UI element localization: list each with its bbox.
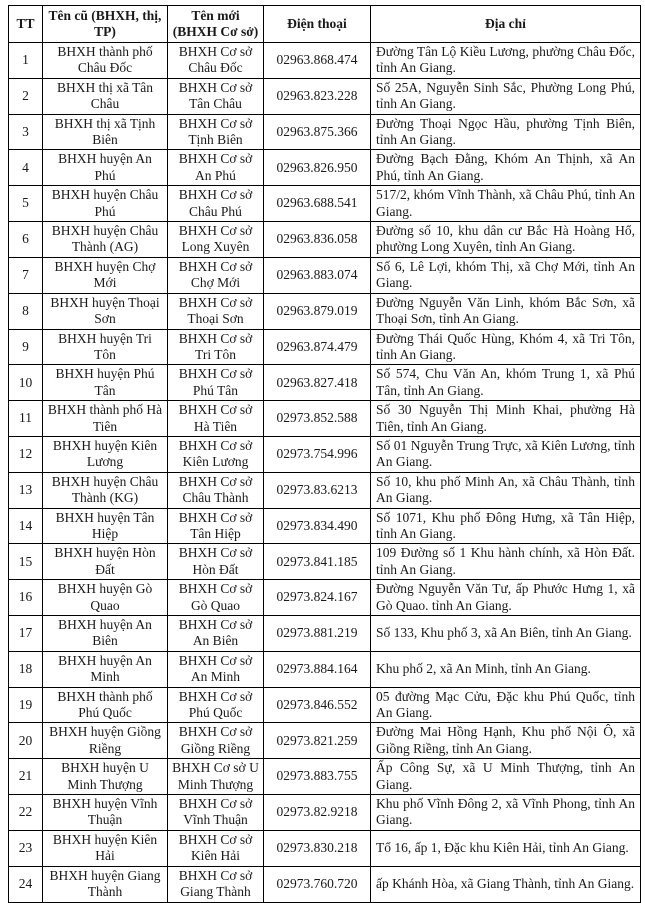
new-name-cell: BHXH Cơ sở Kiên Hải (168, 830, 264, 866)
phone-cell: 02963.688.541 (264, 186, 371, 222)
table-row (9, 687, 641, 723)
table-row (9, 544, 641, 580)
phone-cell: 02973.883.755 (264, 759, 371, 795)
phone-cell: 02973.824.167 (264, 580, 371, 616)
new-name-cell: BHXH Cơ sở Gò Quao (168, 580, 264, 616)
address-cell: Đường số 10, khu dân cư Bắc Hà Hoàng Hổ, phường Long Xuyên, tỉnh An Giang. (371, 222, 641, 258)
address-cell: Số 10, khu phố Minh An, xã Châu Thành, tỉnh An Giang. (371, 472, 641, 508)
table-row (9, 114, 641, 150)
phone-cell: 02963.883.074 (264, 257, 371, 293)
old-name-cell: BHXH thị xã Tân Châu (43, 78, 168, 114)
phone-cell: 02963.874.479 (264, 329, 371, 365)
new-name-cell: BHXH Cơ sở Tân Châu (168, 78, 264, 114)
row-number-cell: 19 (9, 687, 43, 723)
new-name-cell: BHXH Cơ sở An Minh (168, 651, 264, 687)
phone-cell: 02963.823.228 (264, 78, 371, 114)
address-cell: Tổ 16, ấp 1, Đặc khu Kiên Hải, tỉnh An Giang. (371, 830, 641, 866)
table-row (9, 257, 641, 293)
row-number-cell: 24 (9, 866, 43, 902)
new-name-cell: BHXH Cơ sở Tịnh Biên (168, 114, 264, 150)
old-name-cell: BHXH huyện Châu Thành (AG) (43, 222, 168, 258)
table-row (9, 795, 641, 831)
new-name-cell: BHXH Cơ sở Châu Thành (168, 472, 264, 508)
row-number-cell: 17 (9, 616, 43, 652)
column-header-address: Địa chỉ (371, 6, 641, 43)
old-name-cell: BHXH huyện Vĩnh Thuận (43, 795, 168, 831)
column-header-old-name: Tên cũ (BHXH, thị, TP) (43, 6, 168, 43)
old-name-cell: BHXH huyện Tri Tôn (43, 329, 168, 365)
row-number-cell: 1 (9, 43, 43, 79)
address-cell: Đường Bạch Đằng, Khóm An Thịnh, xã An Phú, tỉnh An Giang. (371, 150, 641, 186)
address-cell: Khu phố 2, xã An Minh, tỉnh An Giang. (371, 651, 641, 687)
phone-cell: 02973.83.6213 (264, 472, 371, 508)
old-name-cell: BHXH huyện Gò Quao (43, 580, 168, 616)
phone-cell: 02963.868.474 (264, 43, 371, 79)
address-cell: Ấp Công Sự, xã U Minh Thượng, tỉnh An Giang. (371, 759, 641, 795)
new-name-cell: BHXH Cơ sở Hòn Đất (168, 544, 264, 580)
phone-cell: 02963.875.366 (264, 114, 371, 150)
old-name-cell: BHXH huyện Kiên Hải (43, 830, 168, 866)
address-cell: 109 Đường số 1 Khu hành chính, xã Hòn Đất. tỉnh An Giang. (371, 544, 641, 580)
old-name-cell: BHXH huyện Thoại Sơn (43, 293, 168, 329)
table-row (9, 43, 641, 79)
table-row (9, 436, 641, 472)
new-name-cell: BHXH Cơ sở Phú Tân (168, 365, 264, 401)
new-name-cell: BHXH Cơ sở An Phú (168, 150, 264, 186)
address-cell: Số 25A, Nguyễn Sinh Sắc, Phường Long Phú, tỉnh An Giang. (371, 78, 641, 114)
old-name-cell: BHXH huyện An Minh (43, 651, 168, 687)
new-name-cell: BHXH Cơ sở Vĩnh Thuận (168, 795, 264, 831)
row-number-cell: 4 (9, 150, 43, 186)
table-row (9, 723, 641, 759)
new-name-cell: BHXH Cơ sở Tri Tôn (168, 329, 264, 365)
new-name-cell: BHXH Cơ sở Long Xuyên (168, 222, 264, 258)
row-number-cell: 15 (9, 544, 43, 580)
address-cell: Đường Nguyễn Văn Tư, ấp Phước Hưng 1, xã Gò Quao. tỉnh An Giang. (371, 580, 641, 616)
table-row (9, 830, 641, 866)
new-name-cell: BHXH Cơ sở Phú Quốc (168, 687, 264, 723)
column-header-tt: TT (9, 6, 43, 43)
address-cell: Số 133, Khu phố 3, xã An Biên, tỉnh An Giang. (371, 616, 641, 652)
address-cell: Đường Thoại Ngọc Hầu, phường Tịnh Biên, tỉnh An Giang. (371, 114, 641, 150)
address-cell: Số 574, Chu Văn An, khóm Trung 1, xã Phú Tân, tỉnh An Giang. (371, 365, 641, 401)
table-row (9, 222, 641, 258)
row-number-cell: 22 (9, 795, 43, 831)
row-number-cell: 7 (9, 257, 43, 293)
column-header-phone: Điện thoại (264, 6, 371, 43)
new-name-cell: BHXH Cơ sở Giồng Riềng (168, 723, 264, 759)
old-name-cell: BHXH huyện U Minh Thượng (43, 759, 168, 795)
address-cell: Đường Tân Lộ Kiều Lương, phường Châu Đốc, tỉnh An Giang. (371, 43, 641, 79)
phone-cell: 02973.884.164 (264, 651, 371, 687)
table-row (9, 150, 641, 186)
table-row (9, 186, 641, 222)
address-cell: Số 1071, Khu phố Đông Hưng, xã Tân Hiệp, tỉnh An Giang. (371, 508, 641, 544)
phone-cell: 02973.881.219 (264, 616, 371, 652)
column-header-new-name: Tên mới (BHXH Cơ sở) (168, 6, 264, 43)
address-cell: Đường Nguyễn Văn Linh, khóm Bắc Sơn, xã Thoại Sơn, tỉnh An Giang. (371, 293, 641, 329)
new-name-cell: BHXH Cơ sở Tân Hiệp (168, 508, 264, 544)
new-name-cell: BHXH Cơ sở U Minh Thượng (168, 759, 264, 795)
table-row (9, 293, 641, 329)
table-row (9, 365, 641, 401)
phone-cell: 02973.760.720 (264, 866, 371, 902)
row-number-cell: 2 (9, 78, 43, 114)
old-name-cell: BHXH huyện Phú Tân (43, 365, 168, 401)
old-name-cell: BHXH huyện An Phú (43, 150, 168, 186)
table-header-row (9, 6, 641, 43)
old-name-cell: BHXH thành phố Hà Tiên (43, 401, 168, 437)
row-number-cell: 11 (9, 401, 43, 437)
new-name-cell: BHXH Cơ sở Chợ Mới (168, 257, 264, 293)
address-cell: 05 đường Mạc Cửu, Đặc khu Phú Quốc, tỉnh An Giang. (371, 687, 641, 723)
phone-cell: 02963.827.418 (264, 365, 371, 401)
phone-cell: 02973.834.490 (264, 508, 371, 544)
row-number-cell: 13 (9, 472, 43, 508)
old-name-cell: BHXH huyện Châu Thành (KG) (43, 472, 168, 508)
old-name-cell: BHXH thị xã Tịnh Biên (43, 114, 168, 150)
table-row (9, 78, 641, 114)
table-row (9, 329, 641, 365)
new-name-cell: BHXH Cơ sở Châu Đốc (168, 43, 264, 79)
table-row (9, 401, 641, 437)
old-name-cell: BHXH huyện Châu Phú (43, 186, 168, 222)
new-name-cell: BHXH Cơ sở Châu Phú (168, 186, 264, 222)
bhxh-office-directory-table (8, 5, 641, 903)
phone-cell: 02963.826.950 (264, 150, 371, 186)
row-number-cell: 20 (9, 723, 43, 759)
phone-cell: 02973.830.218 (264, 830, 371, 866)
row-number-cell: 18 (9, 651, 43, 687)
address-cell: Đường Mai Hồng Hạnh, Khu phố Nội Ô, xã Giồng Riềng, tỉnh An Giang. (371, 723, 641, 759)
table-body (9, 43, 641, 903)
old-name-cell: BHXH huyện Tân Hiệp (43, 508, 168, 544)
phone-cell: 02973.846.552 (264, 687, 371, 723)
phone-cell: 02973.852.588 (264, 401, 371, 437)
phone-cell: 02963.879.019 (264, 293, 371, 329)
old-name-cell: BHXH thành phố Châu Đốc (43, 43, 168, 79)
old-name-cell: BHXH huyện Giồng Riềng (43, 723, 168, 759)
phone-cell: 02973.841.185 (264, 544, 371, 580)
new-name-cell: BHXH Cơ sở Thoại Sơn (168, 293, 264, 329)
old-name-cell: BHXH huyện Giang Thành (43, 866, 168, 902)
row-number-cell: 14 (9, 508, 43, 544)
row-number-cell: 21 (9, 759, 43, 795)
table-row (9, 866, 641, 902)
row-number-cell: 9 (9, 329, 43, 365)
row-number-cell: 8 (9, 293, 43, 329)
old-name-cell: BHXH huyện Chợ Mới (43, 257, 168, 293)
new-name-cell: BHXH Cơ sở Hà Tiên (168, 401, 264, 437)
old-name-cell: BHXH thành phố Phú Quốc (43, 687, 168, 723)
address-cell: Khu phố Vĩnh Đông 2, xã Vĩnh Phong, tỉnh An Giang. (371, 795, 641, 831)
phone-cell: 02973.821.259 (264, 723, 371, 759)
table-row (9, 759, 641, 795)
table-row (9, 651, 641, 687)
row-number-cell: 6 (9, 222, 43, 258)
table-row (9, 580, 641, 616)
phone-cell: 02963.836.058 (264, 222, 371, 258)
old-name-cell: BHXH huyện An Biên (43, 616, 168, 652)
new-name-cell: BHXH Cơ sở An Biên (168, 616, 264, 652)
address-cell: Số 01 Nguyễn Trung Trực, xã Kiên Lương, tỉnh An Giang. (371, 436, 641, 472)
old-name-cell: BHXH huyện Kiên Lương (43, 436, 168, 472)
row-number-cell: 16 (9, 580, 43, 616)
new-name-cell: BHXH Cơ sở Giang Thành (168, 866, 264, 902)
address-cell: Số 30 Nguyễn Thị Minh Khai, phường Hà Tiên, tỉnh An Giang. (371, 401, 641, 437)
table-row (9, 472, 641, 508)
table-row (9, 508, 641, 544)
address-cell: ấp Khánh Hòa, xã Giang Thành, tỉnh An Giang. (371, 866, 641, 902)
old-name-cell: BHXH huyện Hòn Đất (43, 544, 168, 580)
phone-cell: 02973.82.9218 (264, 795, 371, 831)
row-number-cell: 10 (9, 365, 43, 401)
address-cell: 517/2, khóm Vĩnh Thành, xã Châu Phú, tỉnh An Giang. (371, 186, 641, 222)
table-row (9, 616, 641, 652)
row-number-cell: 3 (9, 114, 43, 150)
row-number-cell: 23 (9, 830, 43, 866)
new-name-cell: BHXH Cơ sở Kiên Lương (168, 436, 264, 472)
address-cell: Đường Thái Quốc Hùng, Khóm 4, xã Tri Tôn, tỉnh An Giang. (371, 329, 641, 365)
phone-cell: 02973.754.996 (264, 436, 371, 472)
address-cell: Số 6, Lê Lợi, khóm Thị, xã Chợ Mới, tỉnh An Giang. (371, 257, 641, 293)
row-number-cell: 5 (9, 186, 43, 222)
row-number-cell: 12 (9, 436, 43, 472)
